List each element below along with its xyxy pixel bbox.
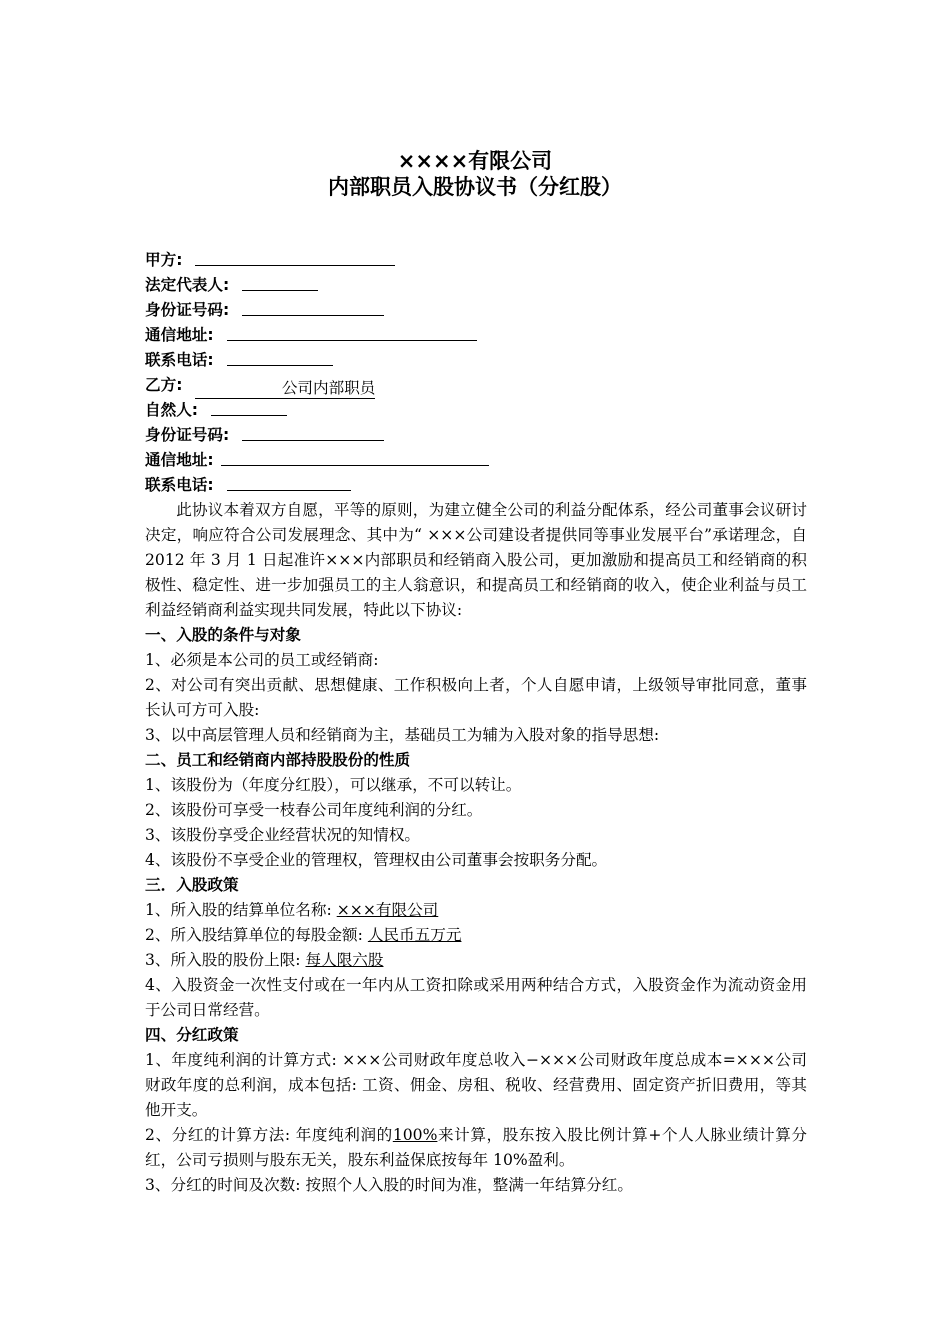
company-title: ××××有限公司 bbox=[397, 149, 553, 173]
section4-item-1: 1、年度纯利润的计算方式: ×××公司财政年度总收入−×××公司财政年度总成本=×××公司财政年度的总利润，成本包括: 工资、佣金、房租、税收、经营费用、固定资产折旧费用，等其他开支。 bbox=[145, 1051, 807, 1119]
document-body bbox=[145, 248, 807, 1198]
section2-heading: 二、员工和经销商内部持股股份的性质 bbox=[145, 751, 411, 769]
section3-item-2 bbox=[145, 923, 807, 948]
a-id-blank[interactable] bbox=[242, 298, 384, 316]
a-id-line bbox=[145, 298, 807, 323]
legal-rep-line bbox=[145, 273, 807, 298]
section3-item-4: 4、入股资金一次性支付或在一年内从工资扣除或采用两种结合方式，入股资金作为流动资金用于公司日常经营。 bbox=[145, 976, 807, 1019]
a-id-label: 身份证号码: bbox=[145, 301, 230, 319]
b-address-blank[interactable] bbox=[221, 448, 489, 466]
section3-item-2-prefix: 2、所入股结算单位的每股金额: bbox=[145, 926, 363, 944]
section1-item-2: 2、对公司有突出贡献、思想健康、工作积极向上者，个人自愿申请，上级领导审批同意，董事长认可方可入股: bbox=[145, 676, 807, 719]
a-phone-line bbox=[145, 348, 807, 373]
section2-item-3: 3、该股份享受企业经营状况的知情权。 bbox=[145, 826, 421, 844]
natural-person-line bbox=[145, 398, 807, 423]
party-a-blank[interactable] bbox=[195, 248, 395, 266]
section3-item-1-prefix: 1、所入股的结算单位名称: bbox=[145, 901, 332, 919]
a-address-label: 通信地址: bbox=[145, 326, 214, 344]
intro-paragraph: 此协议本着双方自愿，平等的原则，为建立健全公司的利益分配体系，经公司董事会议研讨决定，响应符合公司发展理念、其中为“ ×××公司建设者提供同等事业发展平台”承诺理念，自 2012 年 3 月 1 日起准许×××内部职员和经销商入股公司，更加激励和提高员工和经销商的积极性、稳定性、进一步加强员工的主人翁意识，和提高员工和经销商的收入，使企业利益与员工利益经销商利益实现共同发展，特此以下协议: bbox=[145, 501, 807, 619]
party-b-label: 乙方: bbox=[145, 376, 183, 394]
section4-item-2 bbox=[145, 1123, 807, 1173]
legal-rep-label: 法定代表人: bbox=[145, 276, 230, 294]
b-address-line bbox=[145, 448, 807, 473]
section3-item-1 bbox=[145, 898, 807, 923]
natural-person-blank[interactable] bbox=[211, 398, 287, 416]
section1-item-3: 3、以中高层管理人员和经销商为主，基础员工为辅为入股对象的指导思想: bbox=[145, 726, 660, 744]
b-id-label: 身份证号码: bbox=[145, 426, 230, 444]
settlement-unit-value: ×××有限公司 bbox=[336, 901, 439, 919]
share-limit-value: 每人限六股 bbox=[305, 951, 384, 969]
a-address-line bbox=[145, 323, 807, 348]
share-amount-value: 人民币五万元 bbox=[367, 926, 462, 944]
section2-item-2: 2、该股份可享受一枝春公司年度纯利润的分红。 bbox=[145, 801, 483, 819]
section3-heading: 三．入股政策 bbox=[145, 876, 239, 894]
section1-heading: 一、入股的条件与对象 bbox=[145, 626, 301, 644]
b-address-label: 通信地址: bbox=[145, 451, 214, 469]
a-address-blank[interactable] bbox=[227, 323, 477, 341]
b-id-line bbox=[145, 423, 807, 448]
section4-item-2-suffix: 来计算，股东按入股比例计算+个人人脉业绩计算分红，公司亏损则与股东无关，股东利益保底按每年 10%盈利。 bbox=[145, 1126, 807, 1169]
b-phone-line bbox=[145, 473, 807, 498]
a-phone-blank[interactable] bbox=[227, 348, 333, 366]
section4-heading: 四、分红政策 bbox=[145, 1026, 239, 1044]
b-phone-blank[interactable] bbox=[227, 473, 351, 491]
b-phone-label: 联系电话: bbox=[145, 476, 214, 494]
section3-item-3 bbox=[145, 948, 807, 973]
legal-rep-blank[interactable] bbox=[242, 273, 318, 291]
b-id-blank[interactable] bbox=[242, 423, 384, 441]
profit-percentage: 100% bbox=[392, 1126, 438, 1144]
a-phone-label: 联系电话: bbox=[145, 351, 214, 369]
section3-item-3-prefix: 3、所入股的股份上限: bbox=[145, 951, 301, 969]
section2-item-1: 1、该股份为（年度分红股），可以继承，不可以转让。 bbox=[145, 776, 522, 794]
section4-item-3: 3、分红的时间及次数: 按照个人入股的时间为准，整满一年结算分红。 bbox=[145, 1176, 633, 1194]
section1-item-1: 1、必须是本公司的员工或经销商: bbox=[145, 651, 379, 669]
agreement-title: 内部职员入股协议书（分红股） bbox=[328, 175, 622, 199]
party-b-value[interactable]: 公司内部职员 bbox=[195, 379, 375, 399]
section2-item-4: 4、该股份不享受企业的管理权，管理权由公司董事会按职务分配。 bbox=[145, 851, 608, 869]
section4-item-2-prefix: 2、分红的计算方法: 年度纯利润的 bbox=[145, 1126, 393, 1144]
natural-person-label: 自然人: bbox=[145, 401, 199, 419]
party-a-line bbox=[145, 248, 807, 273]
party-b-line bbox=[145, 373, 807, 398]
party-a-label: 甲方: bbox=[145, 251, 183, 269]
